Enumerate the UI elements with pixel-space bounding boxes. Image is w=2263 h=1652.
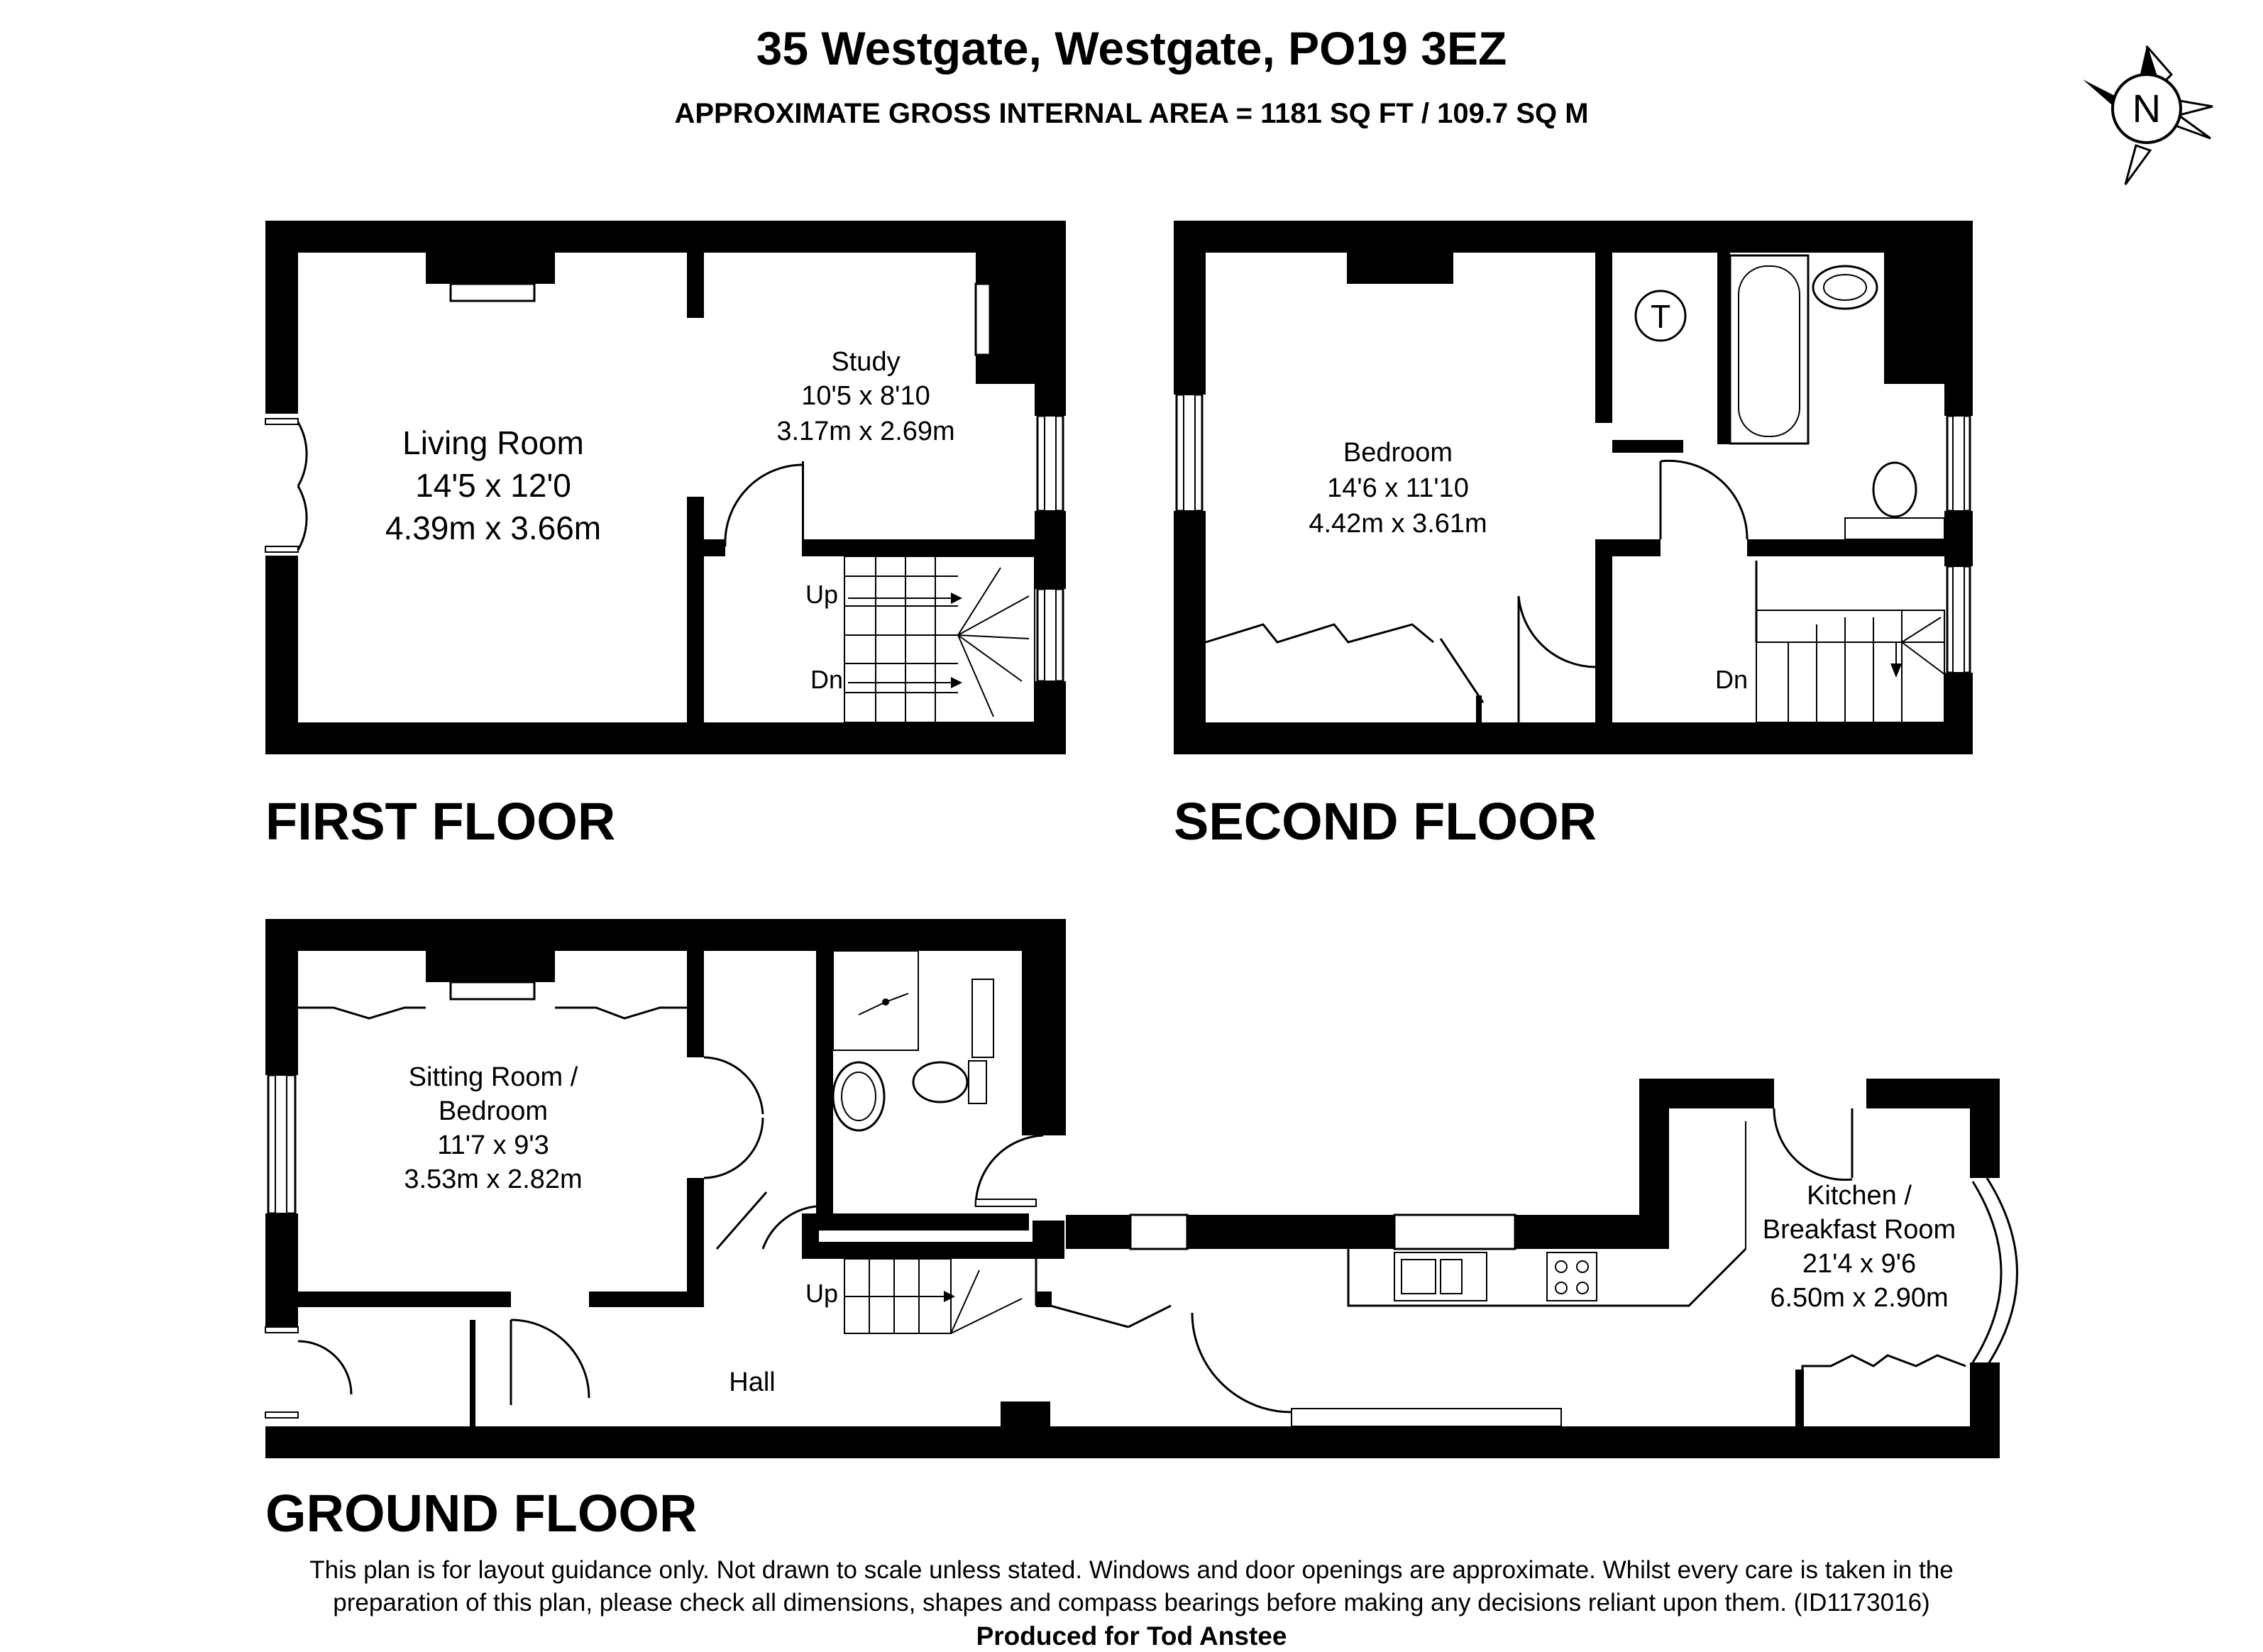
study-name: Study xyxy=(831,347,901,377)
hall-name: Hall xyxy=(729,1367,776,1397)
bedroom-imperial: 14'6 x 11'10 xyxy=(1327,473,1469,503)
sitting-room-metric: 3.53m x 2.82m xyxy=(404,1164,583,1194)
second-floor-plan xyxy=(1174,221,1973,754)
living-room-imperial: 14'5 x 12'0 xyxy=(415,467,571,504)
disclaimer-line-2: preparation of this plan, please check all dimensions, shapes and compass bearings before making any decisions reliant upon them. (ID1173016) xyxy=(333,1589,1930,1617)
living-room-name: Living Room xyxy=(402,424,584,461)
property-address-title: 35 Westgate, Westgate, PO19 3EZ xyxy=(756,22,1507,75)
kitchen-name-1: Kitchen / xyxy=(1807,1181,1912,1211)
bedroom-name: Bedroom xyxy=(1343,438,1453,468)
second-stairs-down-label: Dn xyxy=(1714,665,1749,694)
kitchen-imperial: 21'4 x 9'6 xyxy=(1802,1249,1917,1279)
water-tank-label: T xyxy=(1650,298,1671,335)
ground-stairs-up-label: Up xyxy=(805,1279,839,1308)
ground-floor-plan xyxy=(265,919,2017,1458)
disclaimer-line-1: This plan is for layout guidance only. Not drawn to scale unless stated. Windows and door openings are approximate. Whilst every care is taken in the xyxy=(309,1556,1954,1584)
first-floor-plan xyxy=(265,221,1066,754)
bedroom-metric: 4.42m x 3.61m xyxy=(1309,509,1487,539)
sitting-room-name-1: Sitting Room / xyxy=(408,1062,578,1092)
gross-internal-area: APPROXIMATE GROSS INTERNAL AREA = 1181 SQ FT / 109.7 SQ M xyxy=(674,98,1589,129)
second-floor-label: SECOND FLOOR xyxy=(1174,792,1597,851)
study-metric: 3.17m x 2.69m xyxy=(776,417,955,446)
north-compass-icon xyxy=(2083,46,2213,185)
ground-floor-label: GROUND FLOOR xyxy=(265,1484,698,1543)
kitchen-metric: 6.50m x 2.90m xyxy=(1770,1283,1949,1313)
kitchen-name-2: Breakfast Room xyxy=(1762,1215,1956,1245)
sitting-room-name-2: Bedroom xyxy=(438,1096,549,1126)
compass-north-label: N xyxy=(2132,86,2162,131)
living-room-metric: 4.39m x 3.66m xyxy=(385,510,602,546)
first-floor-label: FIRST FLOOR xyxy=(265,792,616,851)
disclaimer xyxy=(0,1554,2263,1619)
produced-for: Produced for Tod Anstee xyxy=(976,1621,1287,1651)
first-stairs-up-label: Up xyxy=(805,580,839,609)
first-stairs-down-label: Dn xyxy=(810,665,844,694)
study-imperial: 10'5 x 8'10 xyxy=(801,381,930,411)
sitting-room-imperial: 11'7 x 9'3 xyxy=(437,1130,549,1160)
